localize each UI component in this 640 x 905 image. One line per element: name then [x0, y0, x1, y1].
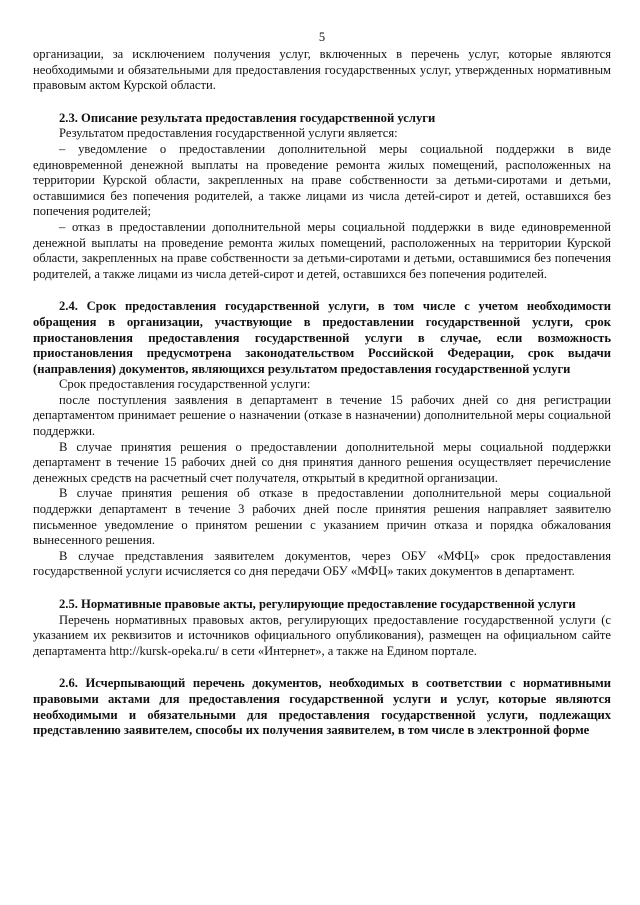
- section-2-4-para-3: В случае принятия решения об отказе в предоставлении дополнительной меры социальной поддержки департамент в течение 3 рабочих дней после принятия решения направляет заявителю письменное уведомление о принятом решении с указанием причин отказа и порядка обжалования вынесенного решения.: [33, 486, 611, 548]
- section-2-4-para-4: В случае представления заявителем документов, через ОБУ «МФЦ» срок предоставления государственной услуги исчисляется со дня передачи ОБУ «МФЦ» таких документов в департамент.: [33, 548, 611, 579]
- section-2-3-heading: 2.3. Описание результата предоставления государственной услуги: [59, 110, 436, 125]
- section-2-4-heading: 2.4. Срок предоставления государственной услуги, в том числе с учетом необходимости обращения в организации, участвующие в предоставлении государственной услуги, срок приостановления предоставления государственной услуги в случае, если возможность приостановления предусмотрена законодательством Российской Федерации, срок выдачи (направления) документов, являющихся результатом предоставления государственной услуги: [33, 299, 611, 376]
- section-2-5-heading: 2.5. Нормативные правовые акты, регулирующие предоставление государственной услуги: [59, 597, 576, 611]
- document-content: [33, 47, 611, 739]
- section-2-3-item-2: – отказ в предоставлении дополнительной меры социальной поддержки в виде единовременной денежной выплаты на проведение ремонта жилых помещений, расположенных на территории Курской области, закрепленных на праве собственности за детьми-сиротами и детьми, оставшимися без попечения родителей, а также лицами из числа детей-сирот и детей, оставшихся без попечения родителей.: [33, 219, 611, 281]
- section-2-3: [33, 111, 611, 283]
- section-2-4: [33, 299, 611, 580]
- section-2-5: [33, 597, 611, 659]
- section-2-4-para-1: после поступления заявления в департамент в течение 15 рабочих дней со дня регистрации департаментом принимает решение о назначении (отказе в назначении) дополнительной меры социальной поддержки.: [33, 392, 611, 439]
- section-2-3-lead: Результатом предоставления государственной услуги является:: [59, 126, 398, 141]
- section-2-4-lead: Срок предоставления государственной услуги:: [59, 377, 311, 392]
- page-number: 5: [318, 30, 326, 44]
- section-2-6: [33, 676, 611, 738]
- intro-paragraph: организации, за исключением получения услуг, включенных в перечень услуг, которые являются необходимыми и обязательными для предоставления государственных услуг, утвержденных нормативным правовым актом Курской области.: [33, 47, 611, 93]
- section-2-6-heading: 2.6. Исчерпывающий перечень документов, необходимых в соответствии с нормативными правовыми актами для предоставления государственной услуги и услуг, которые являются необходимыми и обязательными для предоставления государственной услуги, подлежащих представлению заявителем, способы их получения заявителем, в том числе в электронной форме: [33, 676, 611, 738]
- section-2-3-item-1: – уведомление о предоставлении дополнительной меры социальной поддержки в виде единовременной денежной выплаты на проведение ремонта жилых помещений, расположенных на территории Курской области, закрепленных на праве собственности за детьми-сиротами и детьми, оставшимися без попечения родителей, а также лицами из числа детей-сирот и детей, оставшихся без попечения родителей;: [33, 141, 611, 219]
- section-2-4-para-2: В случае принятия решения о предоставлении дополнительной меры социальной поддержки департамент в течение 15 рабочих дней со дня принятия данного решения осуществляет перечисление денежных средств на расчетный счет получателя, открытый в кредитной организации.: [33, 439, 611, 485]
- section-2-5-para-1: Перечень нормативных правовых актов, регулирующих предоставление государственной услуги (с указанием их реквизитов и источников официального опубликования), размещен на официальном сайте департамента http://kursk-opeka.ru/ в сети «Интернет», а также на Едином портале.: [33, 612, 611, 658]
